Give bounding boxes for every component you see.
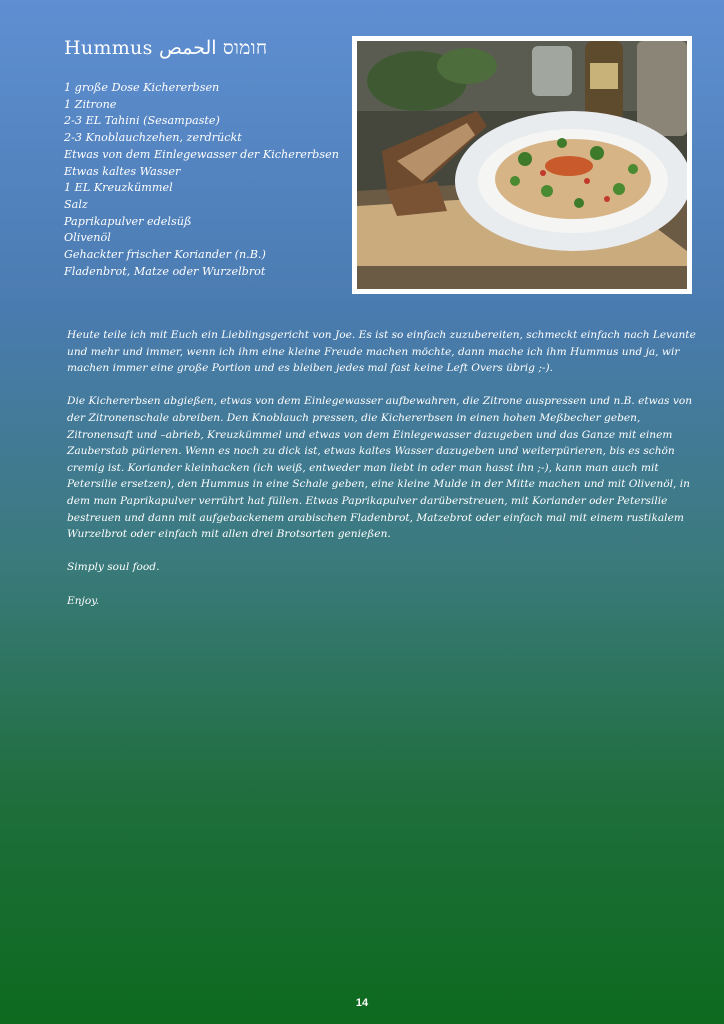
- ingredient-item: Paprikapulver edelsüß: [64, 214, 192, 228]
- signoff-line: Enjoy.: [67, 594, 100, 607]
- ingredient-item: Salz: [64, 197, 88, 211]
- hummus-photo: [352, 36, 692, 294]
- ingredient-item: 2-3 Knoblauchzehen, zerdrückt: [64, 131, 242, 145]
- method-paragraph: Die Kichererbsen abgießen, etwas von dem Einlegewasser aufbewahren, die Zitrone auspressen und n.B. etwas von der Zitronenschale abreiben. Den Knoblauch pressen, die Kichererbsen in einen hohen Meßbecher geben, Zitronensaft und –abrieb, Kreuzkümmel und etwas von dem Einlegewasser dazugeben und das Ganze mit einem Zauberstab pürieren. Wenn es noch zu dick ist, etwas kaltes Wasser dazugeben und weiterpürieren, bis es schön cremig ist. Koriander kleinhacken (ich weiß, entweder man liebt in oder man hasst ihn ;-), kann man auch mit Petersilie ersetzen), den Hummus in eine Schale geben, eine kleine Mulde in der Mitte machen und mit Olivenöl, in dem man Paprikapulver verrührt hat füllen. Etwas Paprikapulver darüberstreuen, mit Koriander oder Petersilie bestreuen und dann mit aufgebackenem arabischen Fladenbrot, Matzebrot oder einfach mal mit einem rustikalem Wurzelbrot oder einfach mit allen drei Brotsorten genießen.: [67, 395, 693, 541]
- ingredient-item: 1 EL Kreuzkümmel: [64, 181, 173, 195]
- ingredient-item: Etwas kaltes Wasser: [64, 164, 181, 178]
- hummus-plate-illustration: [357, 41, 687, 289]
- ingredient-item: Olivenöl: [64, 231, 111, 245]
- ingredient-item: Etwas von dem Einlegewasser der Kichererbsen: [64, 147, 339, 161]
- ingredient-item: Gehackter frischer Koriander (n.B.): [64, 248, 266, 262]
- ingredient-item: Fladenbrot, Matze oder Wurzelbrot: [64, 264, 266, 278]
- ingredient-item: 1 Zitrone: [64, 97, 117, 111]
- recipe-instructions: [67, 327, 707, 626]
- recipe-title: Hummus חומוס الحمص: [64, 37, 268, 59]
- ingredient-item: 1 große Dose Kichererbsen: [64, 81, 220, 94]
- page-number: 14: [355, 997, 369, 1009]
- closing-line: Simply soul food.: [67, 561, 160, 574]
- ingredient-list: [64, 80, 339, 280]
- photo-image: [357, 41, 687, 289]
- intro-paragraph: Heute teile ich mit Euch ein Lieblingsgericht von Joe. Es ist so einfach zuzubereiten, schmeckt einfach nach Levante und mehr und immer, wenn ich ihm eine kleine Freude machen möchte, dann mache ich ihm Hummus und ja, wir machen immer eine große Portion und es bleiben jedes mal fast keine Left Overs übrig ;-).: [67, 329, 696, 375]
- ingredient-item: 2-3 EL Tahini (Sesampaste): [64, 114, 220, 128]
